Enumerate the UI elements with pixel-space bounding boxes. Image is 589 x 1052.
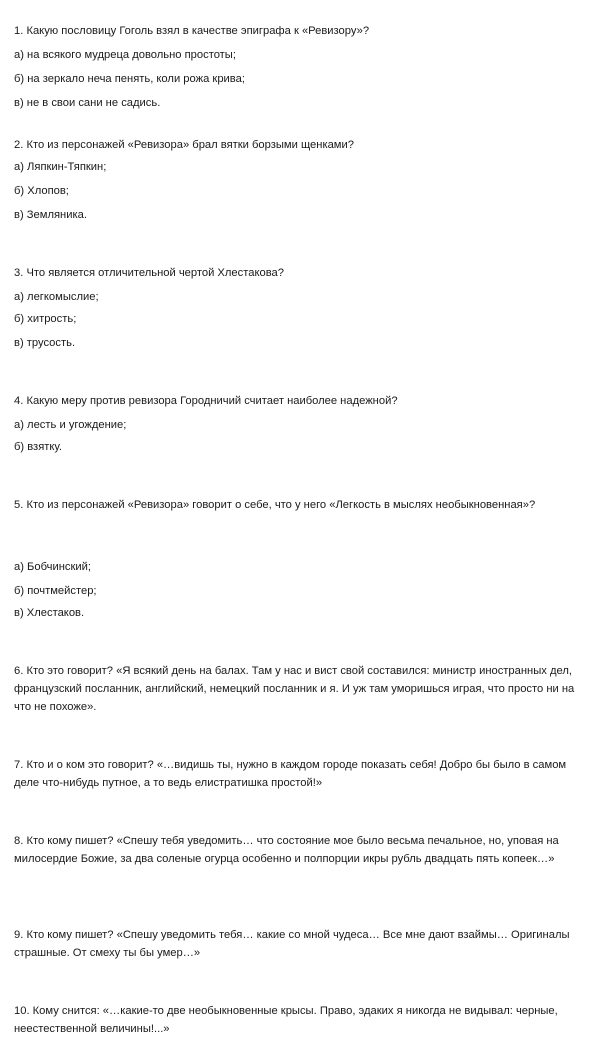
question-3: 3. Что является отличительной чертой Хлестакова? <box>14 267 284 279</box>
question-2: 2. Кто из персонажей «Ревизора» брал вятки борзыми щенками? <box>14 139 354 151</box>
question-5-option-b: б) почтмейстер; <box>14 585 97 597</box>
question-1-option-b: б) на зеркало неча пенять, коли рожа крива; <box>14 73 245 85</box>
question-4: 4. Какую меру против ревизора Городничий считает наиболее надежной? <box>14 395 398 407</box>
question-1-option-c: в) не в свои сани не садись. <box>14 97 161 109</box>
question-2-option-a: а) Ляпкин-Тяпкин; <box>14 161 107 173</box>
question-4-option-b: б) взятку. <box>14 441 62 453</box>
question-10: 10. Кому снится: «…какие-то две необыкновенные крысы. Право, эдаких я никогда не видывал: черные, неестественной величины!...» <box>14 1005 558 1035</box>
question-5: 5. Кто из персонажей «Ревизора» говорит о себе, что у него «Легкость в мыслях необыкновенная»? <box>14 499 536 511</box>
question-3-option-b: б) хитрость; <box>14 313 77 325</box>
question-1: 1. Какую пословицу Гоголь взял в качестве эпиграфа к «Ревизору»? <box>14 25 370 37</box>
question-8: 8. Кто кому пишет? «Спешу тебя уведомить… что состояние мое было весьма печальное, но, уповая на милосердие Божие, за два соленые огурца особенно и полпорции икры рубль двадцать пять копеек…» <box>14 835 559 865</box>
question-3-option-c: в) трусость. <box>14 337 76 349</box>
question-5-option-a: а) Бобчинский; <box>14 561 92 573</box>
question-9: 9. Кто кому пишет? «Спешу уведомить тебя… какие со мной чудеса… Все мне дают взаймы… Оригиналы страшные. От смеху ты бы умер…» <box>14 929 570 959</box>
question-6: 6. Кто это говорит? «Я всякий день на балах. Там у нас и вист свой составился: министр иностранных дел, французский посланник, английский, немецкий посланник и я. И уж там уморишься играя, что просто ни на что не похоже». <box>14 665 575 713</box>
question-2-option-c: в) Земляника. <box>14 209 87 221</box>
question-5-option-c: в) Хлестаков. <box>14 607 85 619</box>
question-3-option-a: а) легкомыслие; <box>14 291 99 303</box>
question-2-option-b: б) Хлопов; <box>14 185 69 197</box>
question-7: 7. Кто и о ком это говорит? «…видишь ты, нужно в каждом городе показать себя! Добро бы было в самом деле что-нибудь путное, а то ведь елистратишка простой!» <box>14 759 567 789</box>
question-1-option-a: а) на всякого мудреца довольно простоты; <box>14 49 236 61</box>
question-4-option-a: а) лесть и угождение; <box>14 419 127 431</box>
